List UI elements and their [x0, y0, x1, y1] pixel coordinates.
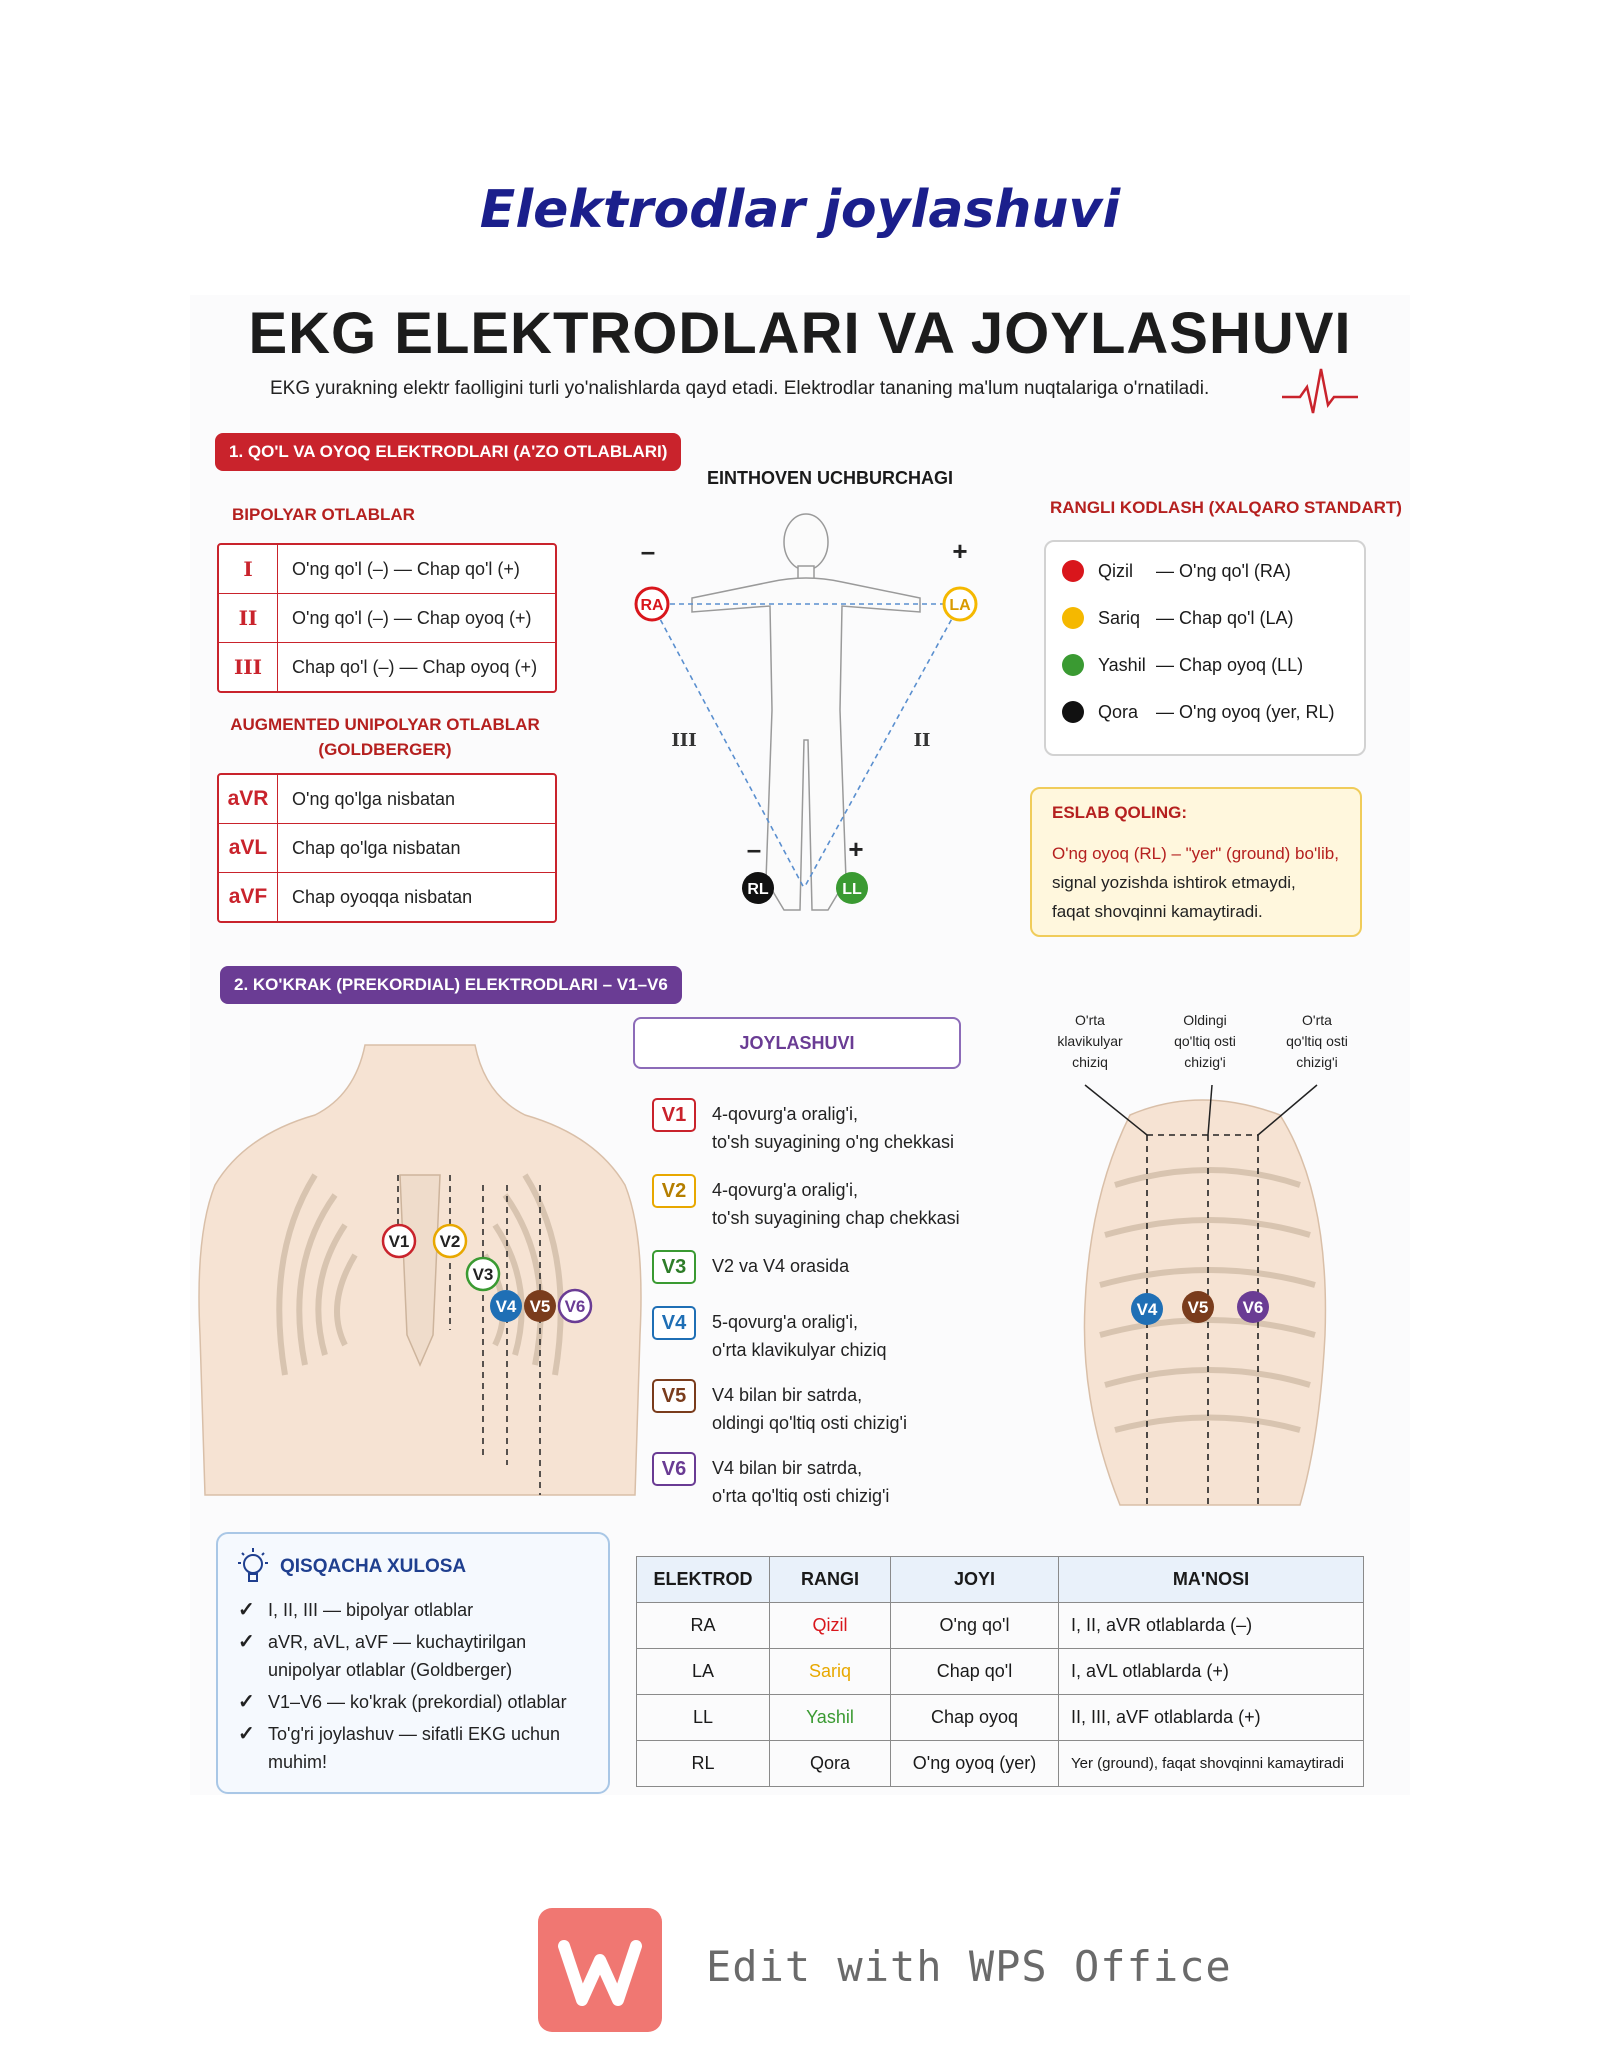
- table-row: aVF Chap oyoqqa nisbatan: [219, 873, 555, 921]
- section-chest-electrodes-title: 2. KO'KRAK (PREKORDIAL) ELEKTRODLARI – V1–V6: [220, 966, 682, 1004]
- svg-text:LA: LA: [949, 597, 971, 614]
- lightbulb-icon: [236, 1548, 270, 1586]
- rl-minus-sign: –: [746, 834, 762, 864]
- side-marker-v4: V4: [1136, 1300, 1158, 1319]
- electrode-summary-table: [636, 1556, 1364, 1787]
- poster-subtitle: EKG yurakning elektr faolligini turli yo'nalishlarda qayd etadi. Elektrodlar tananing ma'lum nuqtalariga o'rnatiladi.: [270, 378, 1210, 399]
- list-item: ✓ I, II, III — bipolyar otlablar: [238, 1599, 474, 1621]
- bipolar-heading: BIPOLYAR OTLABLAR: [232, 505, 415, 524]
- marker-v6: V6: [564, 1297, 586, 1316]
- color-code-card: [1044, 540, 1366, 756]
- augmented-heading: AUGMENTED UNIPOLYAR OTLABLAR (GOLDBERGER): [230, 715, 540, 759]
- table-row: RL Qora O'ng oyoq (yer) Yer (ground), faqat shovqinni kamaytiradi: [637, 1741, 1364, 1787]
- marker-v4: V4: [495, 1297, 517, 1316]
- poster-title: EKG ELEKTRODLARI VA JOYLASHUVI: [248, 301, 1352, 366]
- marker-v3: V3: [472, 1265, 494, 1284]
- la-plus-sign: +: [952, 536, 968, 566]
- red-dot-icon: [1062, 560, 1084, 582]
- ra-minus-sign: –: [640, 536, 656, 566]
- marker-v5: V5: [529, 1297, 551, 1316]
- remember-note: [1030, 787, 1362, 937]
- color-code-heading: RANGLI KODLASH (XALQARO STANDART): [1050, 498, 1402, 517]
- table-row: LL Yashil Chap oyoq II, III, aVF otlablarda (+): [637, 1695, 1364, 1741]
- color-code-item: Yashil — Chap oyoq (LL): [1062, 654, 1303, 676]
- marker-v2: V2: [439, 1232, 461, 1251]
- side-marker-v5: V5: [1187, 1298, 1209, 1317]
- table-header-row: ELEKTROD RANGI JOYI MA'NOSI: [637, 1557, 1364, 1603]
- bipolar-leads-table: [217, 543, 557, 693]
- table-row: aVL Chap qo'lga nisbatan: [219, 824, 555, 873]
- chest-electrode-markers: [370, 1210, 610, 1340]
- summary-list: [238, 1596, 598, 1776]
- label-mid-clavicular: O'rta klavikulyar chiziq: [1057, 1012, 1123, 1070]
- wps-logo-icon[interactable]: [538, 1908, 662, 2032]
- color-code-item: Sariq — Chap qo'l (LA): [1062, 607, 1294, 629]
- marker-v1: V1: [388, 1232, 410, 1251]
- svg-text:LL: LL: [842, 881, 862, 898]
- table-row: LA Sariq Chap qo'l I, aVL otlablarda (+): [637, 1649, 1364, 1695]
- list-item: ✓ V1–V6 — ko'krak (prekordial) otlablar: [238, 1691, 567, 1713]
- note-text: O'ng oyoq (RL) – "yer" (ground) bo'lib, signal yozishda ishtirok etmaydi, faqat shovqinni kamaytiradi.: [1052, 844, 1339, 921]
- human-figure: [692, 514, 920, 910]
- document-title: Elektrodlar joylashuvi: [479, 180, 1121, 240]
- table-row: aVR O'ng qo'lga nisbatan: [219, 775, 555, 824]
- table-row: RA Qizil O'ng qo'l I, II, aVR otlablarda (–): [637, 1603, 1364, 1649]
- section-limb-electrodes-title: 1. QO'L VA OYOQ ELEKTRODLARI (A'ZO OTLABLARI): [215, 433, 681, 471]
- einthoven-diagram: [620, 500, 980, 920]
- label-anterior-axillary: Oldingi qo'ltiq osti chizig'i: [1174, 1012, 1236, 1070]
- color-code-item: Qizil — O'ng qo'l (RA): [1062, 560, 1291, 582]
- heartbeat-icon: [1280, 365, 1360, 420]
- table-row: III Chap qo'l (–) — Chap oyoq (+): [219, 643, 555, 691]
- svg-text:RA: RA: [640, 597, 664, 614]
- chest-side-illustration: [1060, 1075, 1360, 1510]
- yellow-dot-icon: [1062, 607, 1084, 629]
- green-dot-icon: [1062, 654, 1084, 676]
- black-dot-icon: [1062, 701, 1084, 723]
- lead-iii-label: III: [671, 730, 697, 751]
- augmented-leads-table: [217, 773, 557, 923]
- einthoven-title: EINTHOVEN UCHBURCHAGI: [706, 468, 953, 488]
- summary-box: [216, 1532, 610, 1794]
- wps-watermark-link[interactable]: Edit with WPS Office: [706, 1942, 1232, 1991]
- list-item: ✓ aVR, aVL, aVF — kuchaytirilgan unipolyar otlablar (Goldberger): [238, 1631, 527, 1680]
- table-row: I O'ng qo'l (–) — Chap qo'l (+): [219, 545, 555, 594]
- note-title: ESLAB QOLING:: [1052, 803, 1188, 822]
- list-item: ✓ To'g'ri joylashuv — sifatli EKG uchun muhim!: [238, 1723, 560, 1772]
- svg-text:RL: RL: [747, 881, 769, 898]
- summary-title: QISQACHA XULOSA: [280, 1556, 467, 1577]
- color-code-item: Qora — O'ng oyoq (yer, RL): [1062, 701, 1335, 723]
- table-row: II O'ng qo'l (–) — Chap oyoq (+): [219, 594, 555, 643]
- side-marker-v6: V6: [1242, 1298, 1264, 1317]
- label-mid-axillary: O'rta qo'ltiq osti chizig'i: [1286, 1012, 1348, 1070]
- ll-plus-sign: +: [848, 834, 864, 864]
- placement-title: JOYLASHUVI: [633, 1017, 961, 1069]
- lead-ii-label: II: [913, 730, 931, 751]
